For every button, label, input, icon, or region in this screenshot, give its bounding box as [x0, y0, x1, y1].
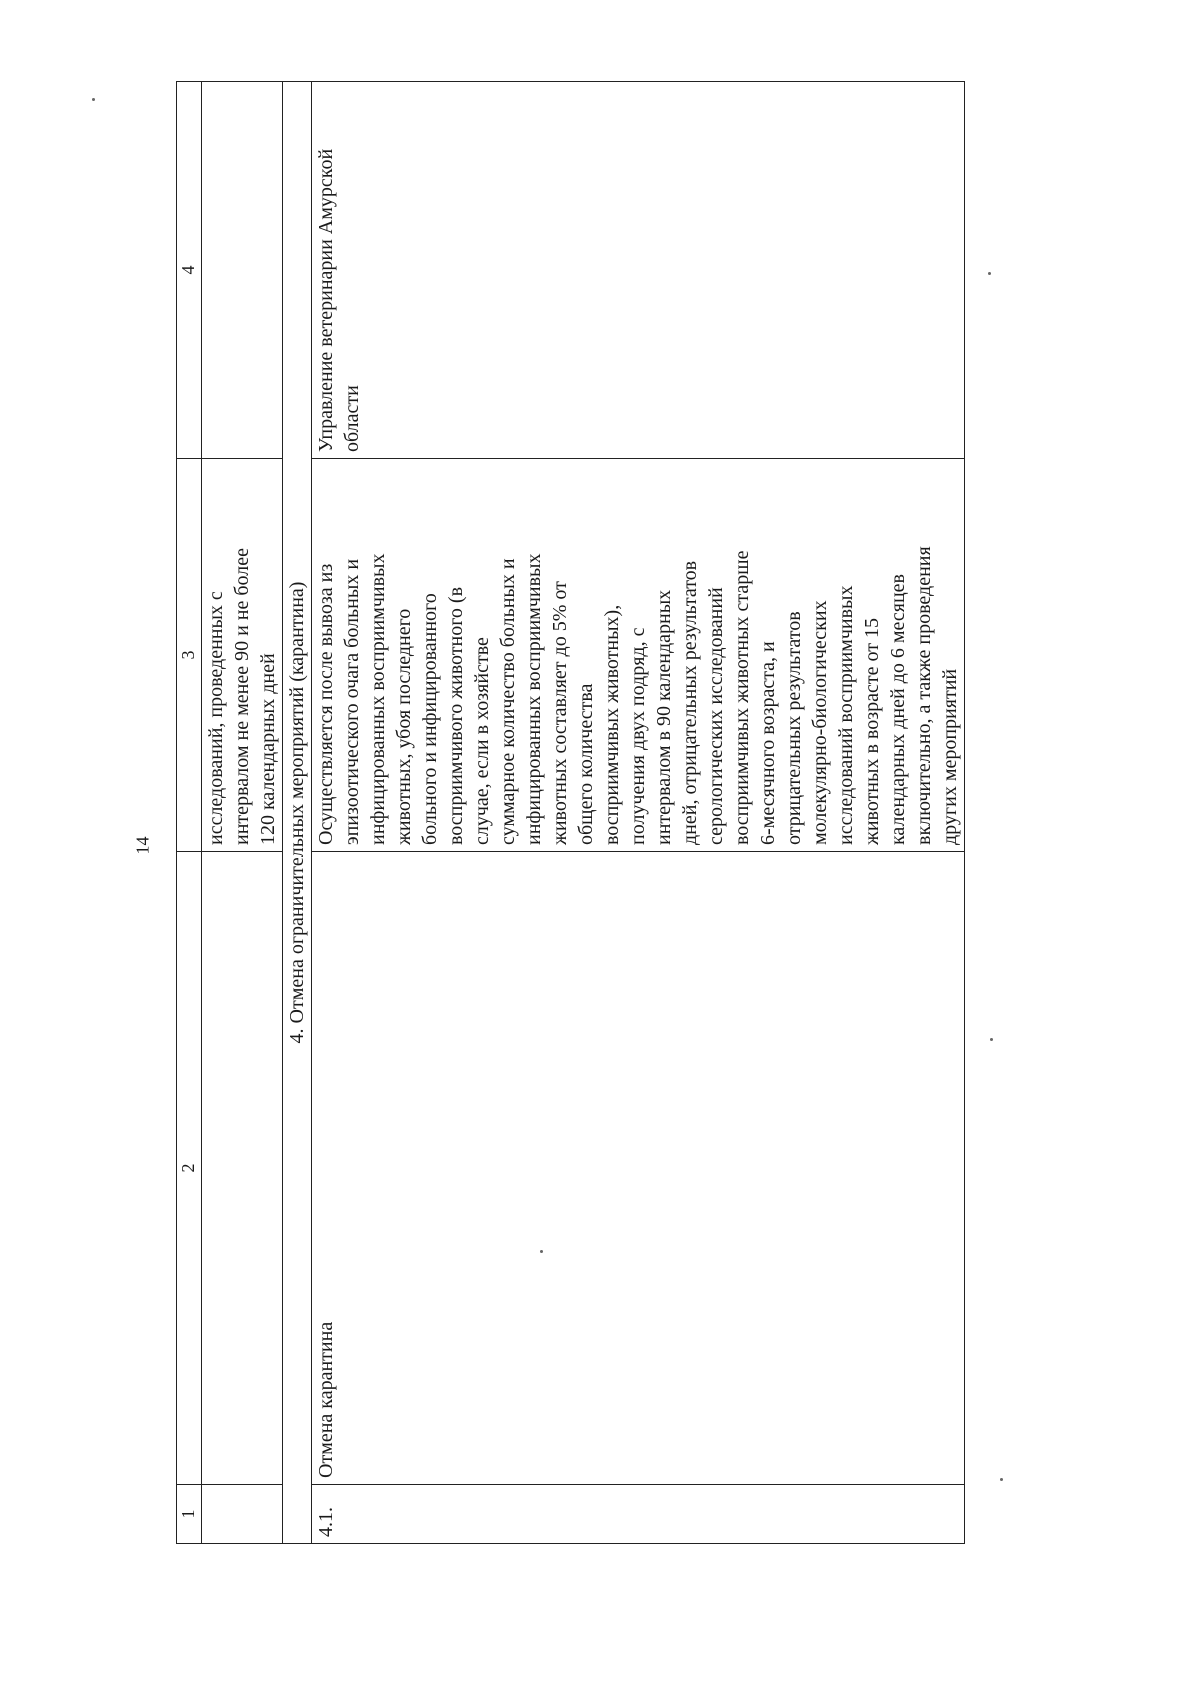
text-line: случае, если в хозяйстве	[471, 637, 493, 845]
measure-conditions	[312, 459, 965, 852]
scan-speck	[92, 98, 95, 101]
text-line: исследований, проведенных с	[205, 591, 227, 845]
text-line: области	[341, 385, 363, 452]
text-line: животных в возрасте от 15	[861, 618, 883, 845]
row-number: 4.1.	[312, 1485, 965, 1544]
continuation-col-2	[202, 852, 283, 1485]
text-line: общего количества	[575, 683, 597, 845]
scan-speck	[988, 272, 991, 275]
text-line: восприимчивых животных),	[601, 604, 623, 845]
section-row	[283, 82, 312, 1544]
text-line: восприимчивых животных старше	[731, 550, 753, 845]
text-line: календарных дней до 6 месяцев	[887, 574, 909, 845]
text-line: восприимчивого животного (в	[445, 586, 467, 845]
text-line: молекулярно-биологических	[809, 600, 831, 845]
measure-name: Отмена карантина	[312, 852, 965, 1485]
page-number: 14	[132, 836, 153, 855]
text-line: других мероприятий	[939, 668, 961, 845]
text-line: 120 календарных дней	[257, 653, 279, 845]
text-line: интервалом не менее 90 и не более	[231, 547, 253, 845]
header-col-1: 1	[177, 1485, 202, 1544]
text-line: больного и инфицированного	[419, 593, 441, 845]
continuation-col-3	[202, 459, 283, 852]
text-line: Управление ветеринарии Амурской	[315, 148, 337, 452]
text-line: 6-месячного возраста, и	[757, 641, 779, 845]
header-col-3: 3	[177, 459, 202, 852]
header-col-2: 2	[177, 852, 202, 1485]
text-line: дней, отрицательных результатов	[679, 560, 701, 845]
table-row	[312, 82, 965, 1544]
text-line: инфицированных восприимчивых	[523, 553, 545, 845]
continuation-col-1	[202, 1485, 283, 1544]
text-line: интервалом в 90 календарных	[653, 589, 675, 845]
section-title: 4. Отмена ограничительных мероприятий (карантина)	[283, 82, 312, 1544]
rotated-table-container	[176, 134, 986, 1544]
table-header-row	[177, 82, 202, 1544]
text-line: включительно, а также проведения	[913, 546, 935, 845]
text-line: исследований восприимчивых	[835, 585, 857, 845]
scan-speck	[990, 1038, 993, 1041]
text-line: отрицательных результатов	[783, 611, 805, 845]
text-line: эпизоотического очага больных и	[341, 558, 363, 845]
text-line: животных составляет до 5% от	[549, 581, 571, 845]
text-line: животных, убоя последнего	[393, 608, 415, 845]
text-line: инфицированных восприимчивых	[367, 553, 389, 845]
text-line: получения двух подряд, с	[627, 627, 649, 845]
text-line: суммарное количество больных и	[497, 558, 519, 845]
continuation-col-4	[202, 82, 283, 459]
scan-speck	[540, 1250, 543, 1253]
continuation-row	[202, 82, 283, 1544]
header-col-4: 4	[177, 82, 202, 459]
scan-speck	[1000, 1478, 1003, 1481]
text-line: серологических исследований	[705, 587, 727, 845]
text-line: Осуществляется после вывоза из	[315, 563, 337, 845]
measures-table	[176, 81, 965, 1544]
responsible-body	[312, 82, 965, 459]
